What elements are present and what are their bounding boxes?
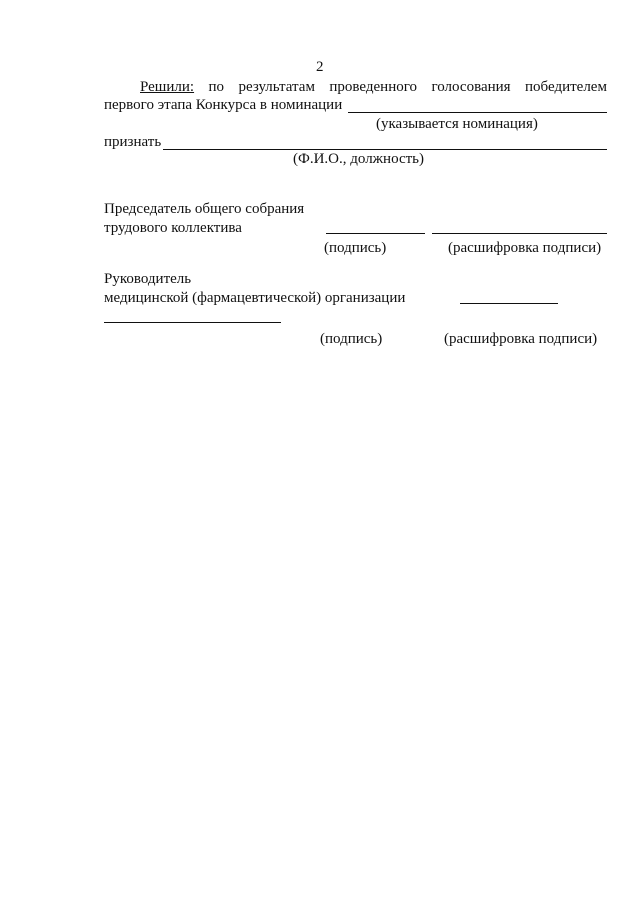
decided-label: Решили: <box>140 79 195 95</box>
chairman-title-line-1: Председатель общего собрания <box>104 201 305 217</box>
recognize-label: признать <box>104 134 162 150</box>
decided-label-wrap <box>104 78 194 96</box>
head-title-line-1: Руководитель <box>104 271 192 287</box>
resolution-word: проведенного <box>329 79 418 95</box>
head-signature-caption: (подпись) <box>320 331 383 347</box>
resolution-line-2: первого этапа Конкурса в номинации <box>104 97 343 113</box>
fio-caption: (Ф.И.О., должность) <box>293 151 424 167</box>
nomination-caption: (указывается номинация) <box>376 116 538 132</box>
resolution-word: по <box>208 79 225 95</box>
chairman-signature-caption: (подпись) <box>324 240 387 256</box>
head-signature-line <box>460 303 558 304</box>
head-decode-caption: (расшифровка подписи) <box>444 331 598 347</box>
resolution-word: победителем <box>525 79 607 95</box>
resolution-line-1 <box>104 78 607 96</box>
resolution-word: результатам <box>238 79 315 95</box>
head-extra-line <box>104 322 281 323</box>
head-title-line-2: медицинской (фармацевтической) организации <box>104 290 406 306</box>
chairman-decode-line <box>432 233 607 234</box>
chairman-title-line-2: трудового коллектива <box>104 220 242 236</box>
chairman-decode-caption: (расшифровка подписи) <box>448 240 602 256</box>
chairman-signature-line <box>326 233 425 234</box>
nomination-blank-line <box>348 112 607 113</box>
page-number: 2 <box>316 59 324 75</box>
resolution-word: голосования <box>431 79 511 95</box>
